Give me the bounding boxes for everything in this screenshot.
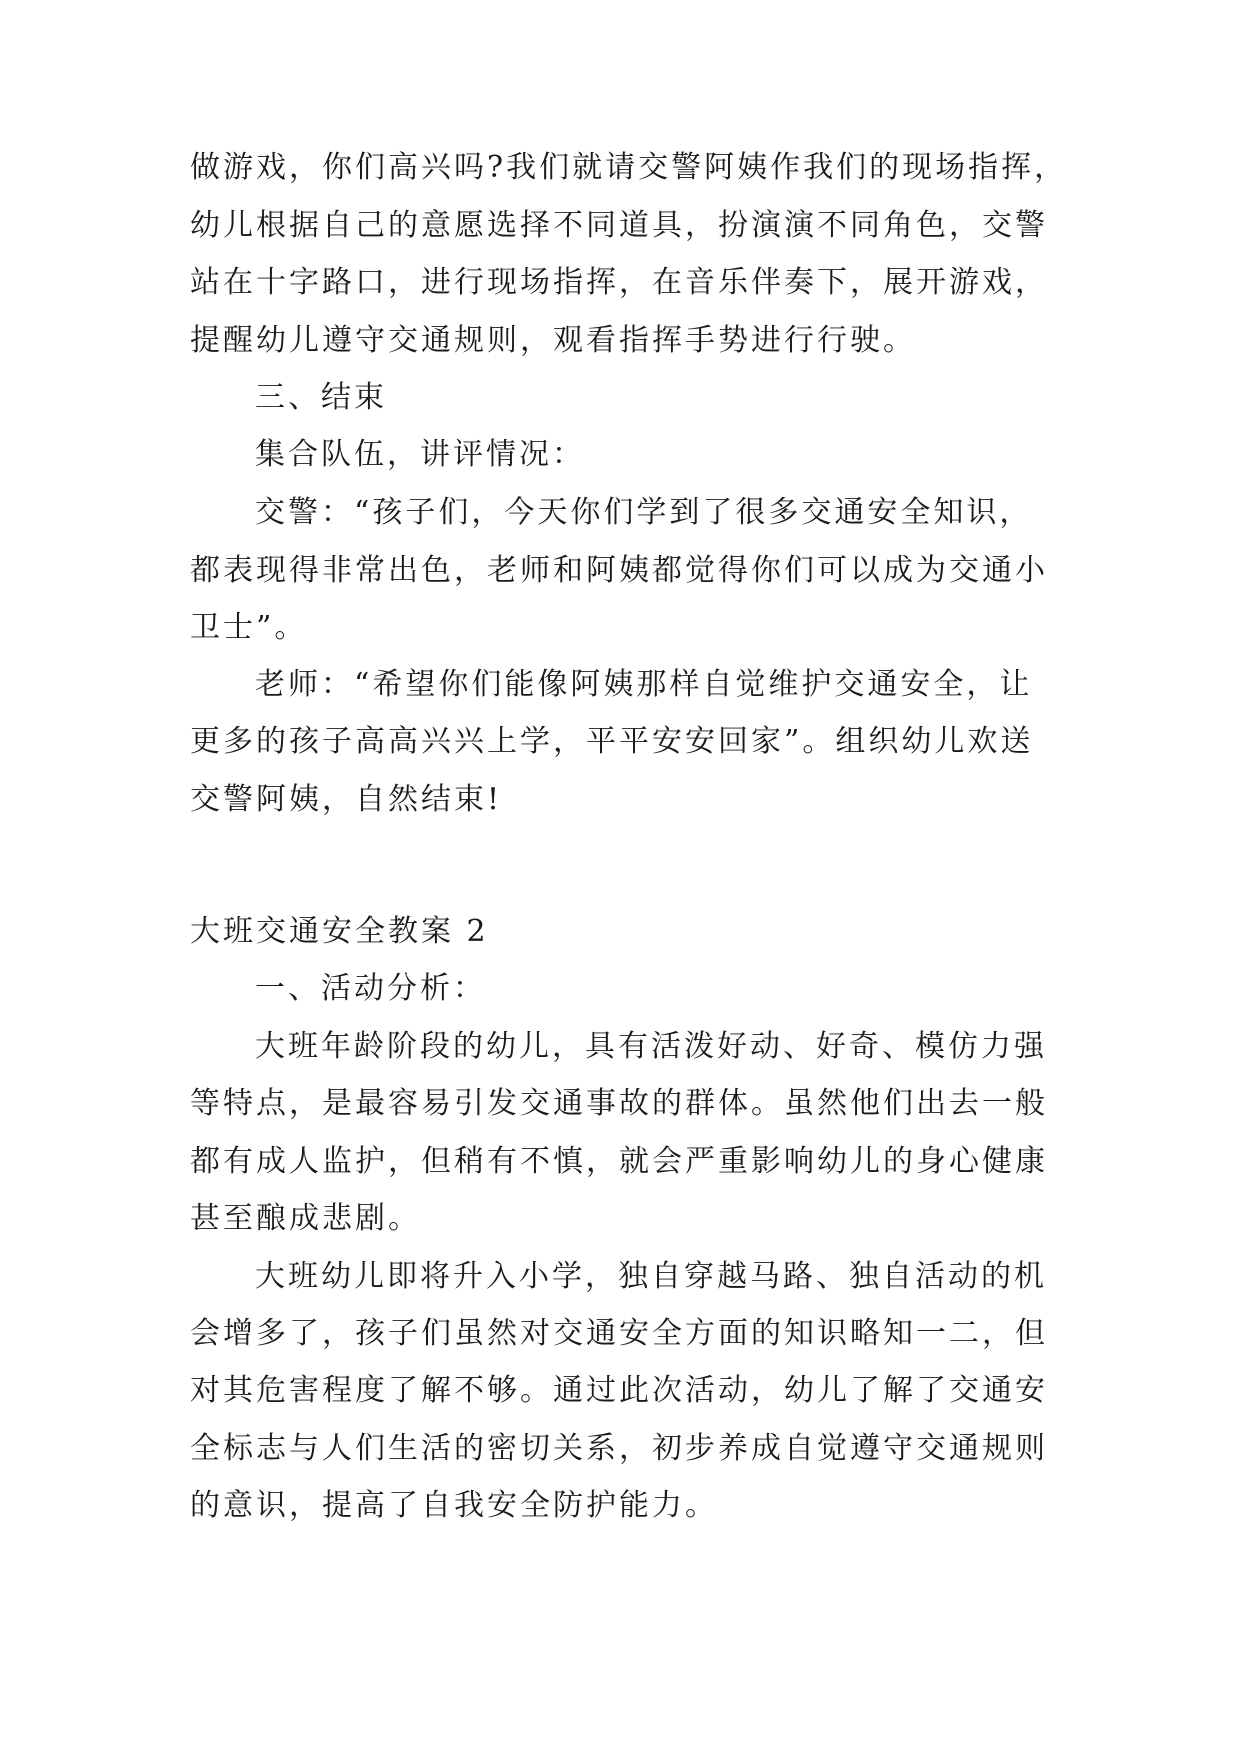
text-line: 幼儿根据自己的意愿选择不同道具，扮演演不同角色，交警 xyxy=(190,208,1048,243)
text-line: 对其危害程度了解不够。通过此次活动，幼儿了解了交通安 xyxy=(190,1373,1048,1408)
text-line: 都有成人监护，但稍有不慎，就会严重影响幼儿的身心健康 xyxy=(190,1144,1048,1179)
text-line: 全标志与人们生活的密切关系，初步养成自觉遵守交通规则 xyxy=(190,1431,1048,1466)
heading-end: 三、结束 xyxy=(255,380,387,415)
text-line: 更多的孩子高高兴兴上学，平平安安回家”。组织幼儿欢送 xyxy=(190,724,1034,759)
section-title: 大班交通安全教案 2 xyxy=(190,914,489,949)
text-line: 的意识，提高了自我安全防护能力。 xyxy=(190,1488,718,1523)
text-line: 提醒幼儿遵守交通规则，观看指挥手势进行行驶。 xyxy=(190,323,916,358)
text-line: 大班年龄阶段的幼儿，具有活泼好动、好奇、模仿力强 xyxy=(255,1029,1047,1064)
text-line: 站在十字路口，进行现场指挥，在音乐伴奏下，展开游戏， xyxy=(190,265,1048,300)
text-line: 交警阿姨，自然结束! xyxy=(190,782,503,817)
text-line: 交警：“孩子们，今天你们学到了很多交通安全知识， xyxy=(255,495,1033,530)
text-line: 等特点，是最容易引发交通事故的群体。虽然他们出去一般 xyxy=(190,1086,1048,1121)
heading-analysis: 一、活动分析： xyxy=(255,971,486,1006)
text-line: 都表现得非常出色，老师和阿姨都觉得你们可以成为交通小 xyxy=(190,553,1048,588)
text-line: 甚至酿成悲剧。 xyxy=(190,1201,421,1236)
text-line: 做游戏，你们高兴吗?我们就请交警阿姨作我们的现场指挥， xyxy=(190,150,1068,185)
text-line: 会增多了，孩子们虽然对交通安全方面的知识略知一二，但 xyxy=(190,1316,1048,1351)
text-line: 大班幼儿即将升入小学，独自穿越马路、独自活动的机 xyxy=(255,1259,1047,1294)
text-line: 卫士”。 xyxy=(190,610,308,645)
text-line: 老师：“希望你们能像阿姨那样自觉维护交通安全，让 xyxy=(255,667,1033,702)
paragraph-gather: 集合队伍，讲评情况： xyxy=(255,437,585,472)
